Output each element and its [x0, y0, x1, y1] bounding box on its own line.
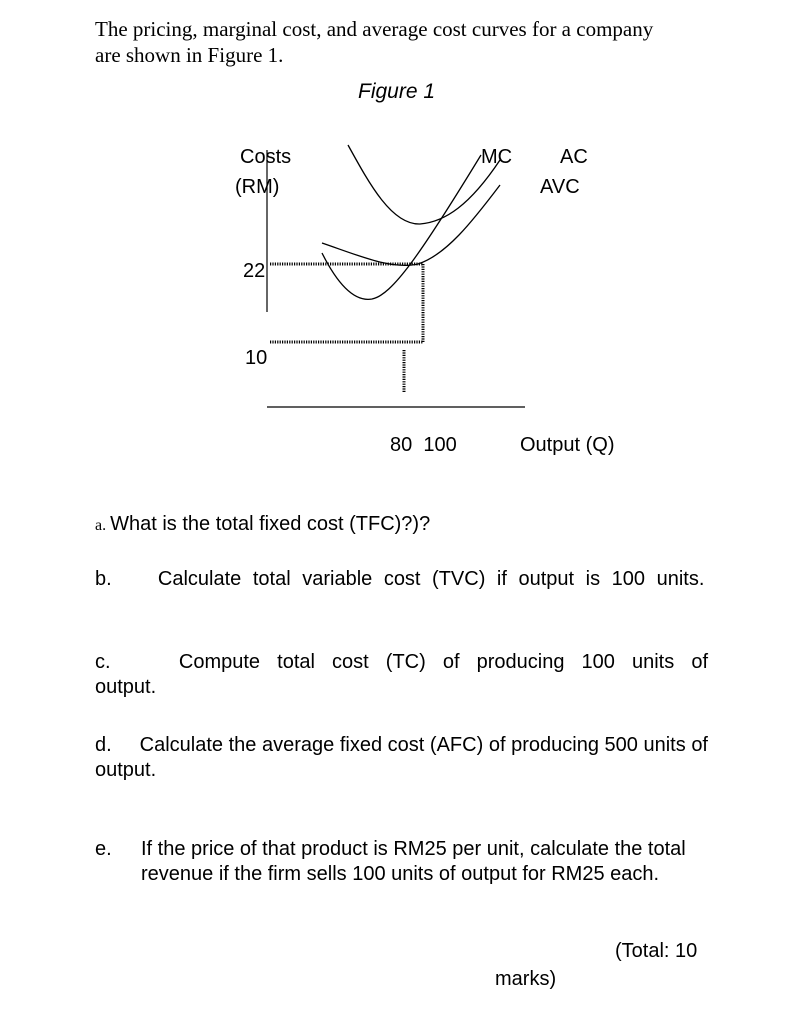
question-b-letter: b.	[95, 568, 112, 590]
question-a-text: What is the total fixed cost (TFC)?)?	[110, 513, 431, 535]
question-e-text: If the price of that product is RM25 per unit, calculate the total revenue if the firm sells 100 units of output for RM25 each.	[141, 838, 686, 885]
question-d-text: Calculate the average fixed cost (AFC) of producing 500 units of output.	[95, 734, 708, 781]
ac-curve	[348, 145, 500, 224]
question-e	[95, 837, 710, 887]
y-tick-22: 22	[243, 260, 266, 282]
total-marks-line2: marks)	[495, 968, 557, 990]
question-a-letter: a.	[95, 517, 107, 534]
question-c-text: Compute total cost (TC) of producing 100 units of output.	[95, 651, 708, 698]
question-c	[95, 650, 708, 700]
x-tick-labels: 80 100	[390, 434, 457, 456]
question-e-letter: e.	[95, 838, 112, 860]
total-marks-line1: (Total: 10	[615, 940, 698, 962]
mc-label: MC	[481, 146, 513, 168]
question-d-letter: d.	[95, 734, 112, 756]
ac-label: AC	[560, 146, 588, 168]
figure-caption: Figure 1	[358, 80, 436, 103]
intro-paragraph: The pricing, marginal cost, and average cost curves for a company are shown in Figure 1.	[95, 17, 654, 67]
question-c-letter: c.	[95, 651, 111, 673]
y-tick-10: 10	[245, 347, 268, 369]
x-axis-label: Output (Q)	[520, 434, 615, 456]
y-axis-label-costs: Costs	[240, 146, 292, 168]
avc-curve	[322, 185, 500, 265]
avc-label: AVC	[540, 176, 580, 198]
question-b-text: Calculate total variable cost (TVC) if output is 100 units.	[157, 568, 705, 590]
y-axis-label-rm: (RM)	[235, 176, 280, 198]
mc-curve	[322, 155, 481, 299]
question-d	[95, 733, 708, 783]
question-b	[95, 567, 708, 592]
question-a	[95, 512, 708, 538]
cost-curves-graphic	[0, 0, 803, 480]
